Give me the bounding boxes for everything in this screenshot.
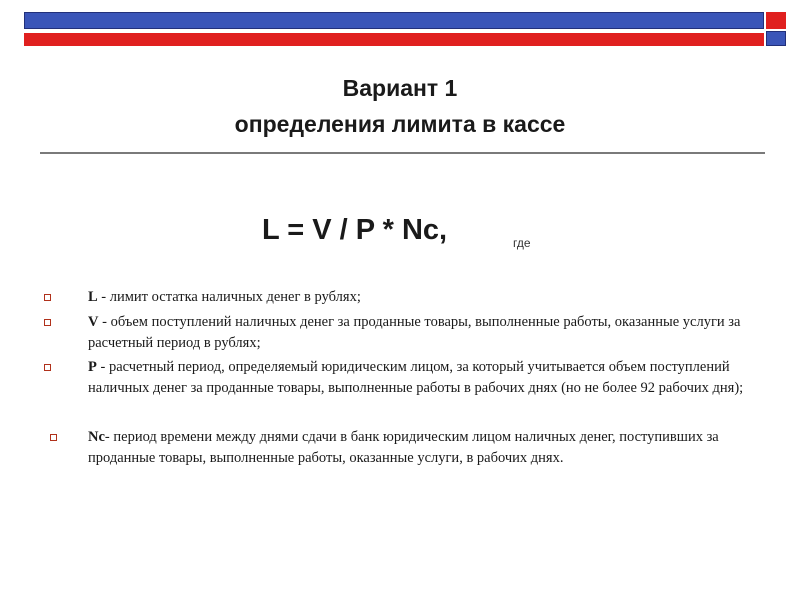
item-term: P [88, 359, 97, 375]
formula-note: где [513, 236, 531, 250]
bullet-icon [44, 294, 51, 301]
header-blue-square [766, 31, 786, 46]
item-term: Nc [88, 429, 105, 445]
formula: L = V / P * Nc, [262, 214, 448, 246]
header-red-bar [24, 33, 764, 46]
slide-title-line2: определения лимита в кассе [234, 111, 566, 137]
item-text: - расчетный период, определяемый юридическим лицом, за который учитывается объем поступлений наличных денег за проданные товары, выполненные работы в рабочих днях (но не более 92 рабочих дня); [88, 359, 744, 396]
title-divider [40, 152, 765, 154]
slide-title [0, 70, 800, 142]
bullet-icon [50, 434, 57, 441]
bullet-icon [44, 364, 51, 371]
header-blue-bar [24, 12, 764, 29]
slide-title-line1: Вариант 1 [342, 75, 458, 101]
bullet-icon [44, 319, 51, 326]
item-text: - объем поступлений наличных денег за проданные товары, выполненные работы, оказанные услуги за расчетный период в рублях; [88, 314, 741, 351]
item-text: - период времени между днями сдачи в банк юридическим лицом наличных денег, поступивших за проданные товары, выполненные работы, оказанные услуги, в рабочих днях. [88, 429, 719, 466]
item-term: V [88, 314, 99, 330]
item-text: - лимит остатка наличных денег в рублях; [97, 289, 361, 305]
header-red-square [766, 12, 786, 29]
item-term: L [88, 289, 98, 305]
